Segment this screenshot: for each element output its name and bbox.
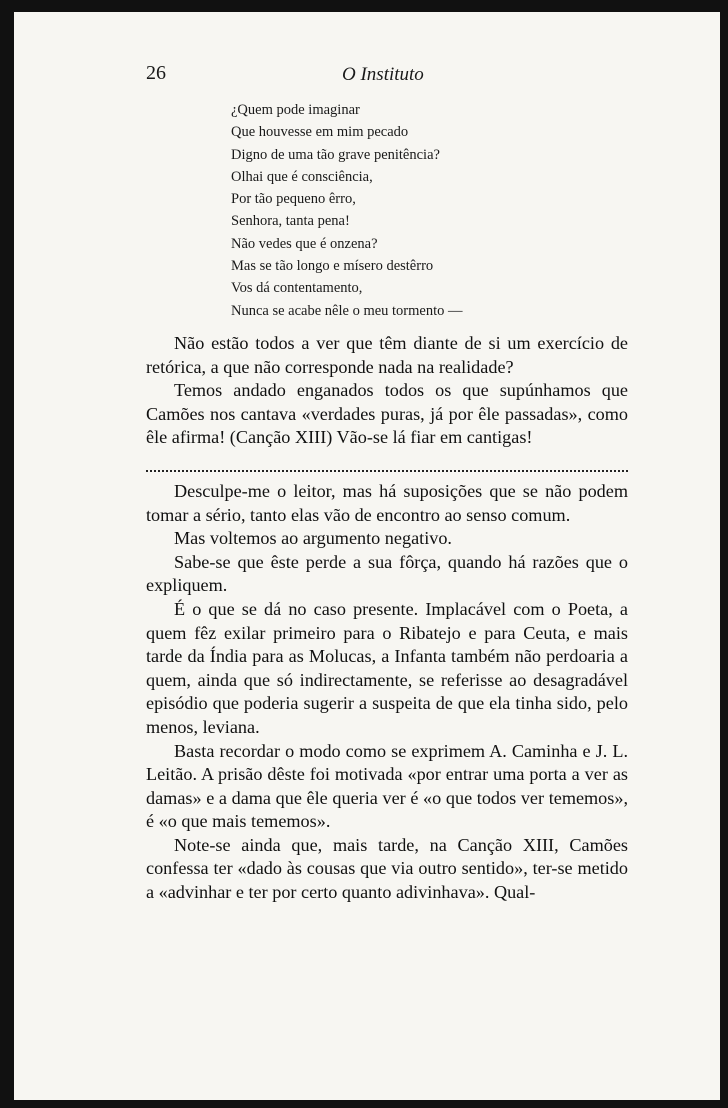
poem-line: Mas se tão longo e mísero destêrro (231, 258, 434, 275)
poem-line: Por tão pequeno êrro, (231, 191, 356, 208)
page-header (146, 62, 626, 90)
poem-line: Vos dá contentamento, (231, 280, 363, 297)
poem-line: Não vedes que é onzena? (231, 235, 378, 252)
poem-stanza (231, 99, 591, 322)
dotted-separator (146, 456, 628, 472)
page-number: 26 (146, 62, 166, 84)
poem-line: Que houvesse em mim pecado (231, 124, 409, 141)
poem-line: Olhai que é consciência, (231, 168, 373, 185)
paragraph: Desculpe-me o leitor, mas há suposições que se não podem tomar a sério, tanto elas vão de encontro ao senso comum. (146, 480, 628, 525)
poem-line: ¿Quem pode imaginar (231, 102, 360, 118)
body-text (146, 332, 628, 905)
poem-line: Senhora, tanta pena! (231, 213, 350, 230)
running-title: O Instituto (342, 64, 424, 85)
paragraph: Mas voltemos ao argumento negativo. (174, 528, 452, 549)
paragraph: É o que se dá no caso presente. Implacável com o Poeta, a quem fêz exilar primeiro para o Ribatejo e para Ceuta, e mais tarde da Índia para as Molucas, a Infanta também não perdoaria a quem, ainda que só indirectamente, se referisse ao desagradável episódio que poderia sugerir a suspeita de que ela tinha sido, pelo menos, leviana. (146, 598, 628, 737)
paragraph: Temos andado enganados todos os que supúnhamos que Camões nos cantava «verdades puras, já por êle passadas», como êle afirma! (Canção XIII) Vão-se lá fiar em cantigas! (146, 380, 628, 448)
paragraph: Não estão todos a ver que têm diante de si um exercício de retórica, a que não corresponde nada na realidade? (146, 333, 628, 377)
poem-line: Digno de uma tão grave penitência? (231, 146, 440, 163)
paragraph: Note-se ainda que, mais tarde, na Canção XIII, Camões confessa ter «dado às cousas que via outro sentido», ter-se metido a «advinhar e ter por certo quanto adivinhava». Qual- (146, 834, 628, 903)
paragraph: Basta recordar o modo como se exprimem A. Caminha e J. L. Leitão. A prisão dêste foi motivada «por entrar uma porta a ver as damas» e a dama que êle queria ver é «o que todos ver tememos», é «o que mais tememos». (146, 740, 628, 832)
poem-line: Nunca se acabe nêle o meu tormento — (231, 302, 463, 319)
paragraph: Sabe-se que êste perde a sua fôrça, quando há razões que o expliquem. (146, 551, 628, 596)
